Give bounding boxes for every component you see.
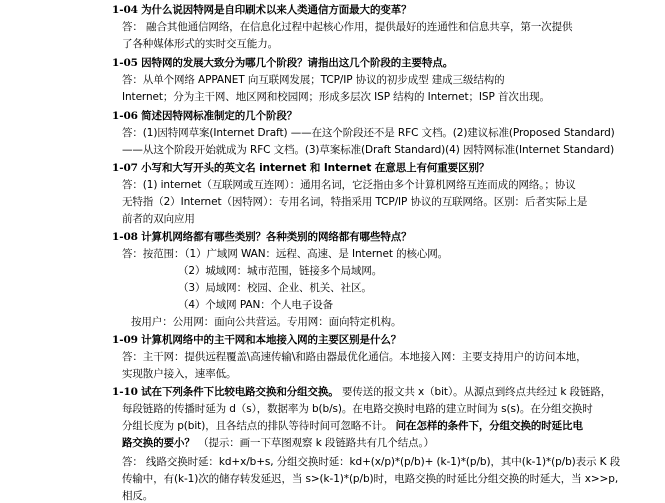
question-1-06 [112,110,297,123]
answer-line: 了各种媒体形式的实时交互能力。 [122,38,278,50]
question-1-08 [112,231,412,244]
answer-line: 每段链路的传播时延为 d（s），数据率为 b(b/s)。在电路交换时电路的建立时间为 s(s)。在分组交换时 [122,403,593,415]
answer-line: 传输中，有(k-1)次的储存转发延迟，当 s>(k-1)*(p/b)时，电路交换的时延比分组交换的时延大，当 x>>p, [122,473,619,485]
question-text: 试在下列条件下比较电路交换和分组交换。 [141,386,339,398]
answer-line: 答：从单个网络 APPANET 向互联网发展；TCP/IP 协议的初步成型 建成三级结构的 [122,74,505,86]
question-text: 计算机网络都有哪些类别？各种类别的网络都有哪些特点？ [141,231,412,243]
question-1-05 [112,57,453,70]
question-emphasis: 问在怎样的条件下，分组交换的时延比电 [395,420,583,432]
question-text: 为什么说因特网是自印刷术以来人类通信方面最大的变革？ [141,4,412,16]
answer-line: 实现散户接入，速率低。 [122,368,237,380]
question-number: 1-08 [112,231,138,243]
answer-line: Internet；分为主干网、地区网和校园网；形成多层次 ISP 结构的 Internet；ISP 首次出现。 [122,91,550,103]
question-number: 1-06 [112,110,138,122]
answer-line: 按用户：公用网：面向公共营运。专用网：面向特定机构。 [131,316,402,328]
answer-text: 分组长度为 p(bit)，且各结点的排队等待时间可忽略不计。 [122,420,393,432]
answer-line: （2）城域网：城市范围，链接多个局域网。 [178,265,383,277]
question-text: 因特网的发展大致分为哪几个阶段？请指出这几个阶段的主要特点。 [141,57,454,69]
question-text: 计算机网络中的主干网和本地接入网的主要区别是什么？ [141,334,402,346]
question-1-07 [112,162,489,175]
answer-line: 答：(1) internet（互联网或互连网）：通用名词，它泛指由多个计算机网络互连而成的网络。；协议 [122,179,576,191]
answer-line: 答：按范围：（1）广域网 WAN：远程、高速、是 Internet 的核心网。 [122,248,449,260]
question-number: 1-09 [112,334,138,346]
answer-line: 相反。 [122,490,154,502]
answer-line [122,437,434,450]
question-emphasis: 路交换的要小？ [122,437,195,449]
answer-line: 答： 线路交换时延：kd+x/b+s, 分组交换时延：kd+(x/p)*(p/b)+ (k-1)*(p/b)，其中(k-1)*(p/b)表示 K 段 [122,456,621,468]
answer-line [122,420,583,433]
answer-line: （3）局域网：校园、企业、机关、社区。 [178,282,372,294]
answer-line: ——从这个阶段开始就成为 RFC 文档。(3)草案标准(Draft Standard)(4) 因特网标准(Internet Standard) [122,144,615,156]
question-number: 1-05 [112,57,138,69]
question-1-10 [112,386,611,399]
answer-line: 答：(1)因特网草案(Internet Draft) ——在这个阶段还不是 RFC 文档。(2)建议标准(Proposed Standard) [122,127,615,139]
answer-line: （4）个域网 PAN：个人电子设备 [178,299,334,311]
question-1-09 [112,334,401,347]
question-text: 简述因特网标准制定的几个阶段？ [141,110,298,122]
answer-line: 前者的双向应用 [122,213,195,225]
answer-line: 答： 融合其他通信网络，在信息化过程中起核心作用，提供最好的连通性和信息共享，第一次提供 [122,21,573,33]
answer-line: 无特指（2）Internet（因特网）：专用名词，特指采用 TCP/IP 协议的互联网络。区别：后者实际上是 [122,196,588,208]
question-text: 小写和大写开头的英文名 internet 和 Internet 在意思上有何重要区别？ [141,162,490,174]
question-1-04 [112,4,412,17]
answer-line: 答：主干网：提供远程覆盖\高速传输\和路由器最优化通信。本地接入网：主要支持用户的访问本地， [122,351,587,363]
question-detail: 要传送的报文共 x（bit）。从源点到终点共经过 k 段链路， [342,386,612,398]
hint-text: （提示：画一下草图观察 k 段链路共有几个结点。） [198,437,435,449]
question-number: 1-07 [112,162,138,174]
question-number: 1-10 [112,386,138,398]
question-number: 1-04 [112,4,138,16]
